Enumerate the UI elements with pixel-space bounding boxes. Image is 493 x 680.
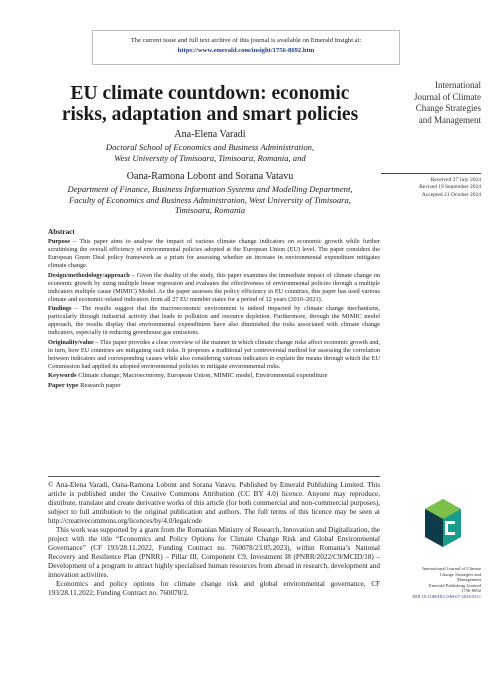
dates-divider	[381, 173, 481, 174]
originality-text: – This paper provides a clear overview of the manner in which climate change risks affect economic growth and, in turn, how EU countries are mitigating such risks. It proposes a traditional yet controversial method for assessing the correlation between indicators and corresponding causes while also considering various indicators to explain the means through which the EU Commission had applied its adopted environmental policies to mitigate environmental risks.	[48, 338, 380, 370]
paper-type	[48, 382, 380, 390]
abstract-section	[48, 228, 380, 391]
banner-text: The current issue and full text archive of this journal is available on Emerald Insight at:	[130, 37, 362, 44]
abstract-findings	[48, 305, 380, 337]
journal-name-line: Journal of Climate	[414, 91, 481, 102]
affil-line: Department of Finance, Business Information Systems and Modelling Department,	[67, 184, 353, 194]
sidebar-journal-line: International Journal of Climate	[422, 566, 481, 571]
access-banner	[92, 30, 400, 65]
license-section	[48, 481, 380, 598]
affil-line: Timisoara, Romania	[174, 205, 246, 216]
abstract-originality	[48, 339, 380, 371]
publisher: Emerald Publishing Limited	[428, 582, 481, 588]
paper-type-text: Research paper	[78, 381, 121, 389]
sidebar-journal-line: Management	[457, 577, 481, 583]
paper-title	[45, 83, 375, 125]
abstract-heading: Abstract	[48, 228, 75, 236]
findings-label: Findings	[48, 305, 72, 312]
purpose-text: – This paper aims to analyse the impact of various climate change indicators on economic growth while further scrutinising the overall efficiency of environmental policies adopted at the European Union (EU) level. The paper considers the European Green Deal policy framework as a prism for assessing whether an increase in environmental expenditure mitigates climate change.	[48, 238, 380, 269]
design-label: Design/methodology/approach	[48, 271, 130, 279]
author-2: Oana-Ramona Lobont and Sorana Vatavu	[126, 171, 294, 182]
section-divider	[48, 476, 380, 477]
paper-type-label: Paper type	[48, 381, 79, 389]
doi-label: DOI	[412, 593, 421, 599]
journal-name	[381, 80, 481, 126]
affil-line: Doctoral School of Economics and Business Administration,	[105, 142, 315, 152]
keywords-label: Keywords	[48, 372, 77, 379]
affiliation-1	[45, 142, 375, 163]
received-date: Received 27 July 2024	[430, 177, 481, 183]
affiliation-2	[45, 184, 375, 216]
revised-date: Revised 19 September 2024	[419, 184, 481, 191]
license-paragraph: © Ana-Elena Varadi, Oana-Ramona Lobont and Sorana Vatavu. Published by Emerald Publishing Limited. This article is published under the Creative Commons Attribution (CC BY 4.0) licence. Anyone may reproduce, distribute, translate and create derivative works of this article (for both commercial and non-commercial purposes), subject to full attribution to the original publication and authors. The full terms of this licence may be seen at http://creativecommons.org/licences/by/4.0/legalcode	[48, 481, 380, 525]
article-dates	[381, 173, 481, 199]
originality-label: Originality/value	[48, 338, 94, 346]
purpose-label: Purpose	[48, 238, 71, 245]
doi-line	[391, 594, 481, 600]
abstract-design	[48, 272, 380, 304]
title-line: risks, adaptation and smart policies	[61, 104, 359, 125]
journal-name-line: and Management	[418, 114, 481, 125]
journal-url-link[interactable]: https://www.emerald.com/insight/1756-8692.htm	[177, 47, 315, 54]
accepted-date: Accepted 21 October 2024	[421, 191, 481, 198]
journal-citation	[391, 566, 481, 600]
funding-paragraph: This work was supported by a grant from the Romanian Ministry of Research, Innovation and Digitalization, the project with the title “Economics and Policy Options for Climate Change Risk and Global Environmental Governance” (CF 193/28.11.2022, Funding Contract no. 760078/23.05.2023), within Romania’s National Recovery and Resilience Plan (PNRR) – Pillar III, Component C9, Investment I8 (PNRR/2022/C9/MCID/18) – Development of a program to attract highly specialised human resources from abroad in research, development and innovation activities.	[48, 526, 380, 579]
keywords	[48, 372, 380, 380]
journal-name-line: International	[435, 80, 481, 90]
issn: 1756-8692	[461, 588, 481, 594]
abstract-purpose	[48, 238, 380, 270]
findings-text: – The results suggest that the macroeconomic environment is indeed impacted by climate change mechanisms, particularly through industrial activity that leads to pollution and resource depletion. Furthermore, through the MIMIC model approach, the results display that environmental expenditures have also diminished the risks associated with climate change indicators, especially in reducing greenhouse gas emissions.	[48, 305, 380, 336]
funding-paragraph-2: Economics and policy options for climate change risk and global environmental governance, CF 193/28.11.2022; Funding Contract no. 760078/2.	[48, 580, 380, 597]
doi-link[interactable]: 10.1108/IJCCSM-07-2024-0111	[421, 593, 481, 599]
title-line: EU climate countdown: economic	[70, 83, 350, 104]
journal-name-line: Change Strategies	[415, 103, 481, 113]
sidebar-journal-line: Change Strategies and	[439, 571, 481, 577]
journal-logo-icon	[424, 497, 462, 549]
design-text: – Given the duality of the study, this paper examines the immediate impact of climate change on economic growth by using multiple linear regression and evaluates the effectiveness of environmental policies through a multiple indicators multiple cause (MIMIC) Model. As the paper assesses the policy efficiency in EU countries, this paper has used various climate and economic-related indicators from all 27 EU member states for a period of 12 years (2010–2021).	[48, 271, 380, 303]
keywords-text: Climate change, Macroeconomy, European Union, MIMIC model, Environmental expenditure	[76, 372, 328, 379]
affil-line: Faculty of Economics and Business Administration, West University of Timisoara,	[69, 194, 351, 205]
affil-line: West University of Timisoara, Timisoara, Romania, and	[114, 152, 306, 163]
author-1: Ana-Elena Varadi	[174, 129, 246, 140]
